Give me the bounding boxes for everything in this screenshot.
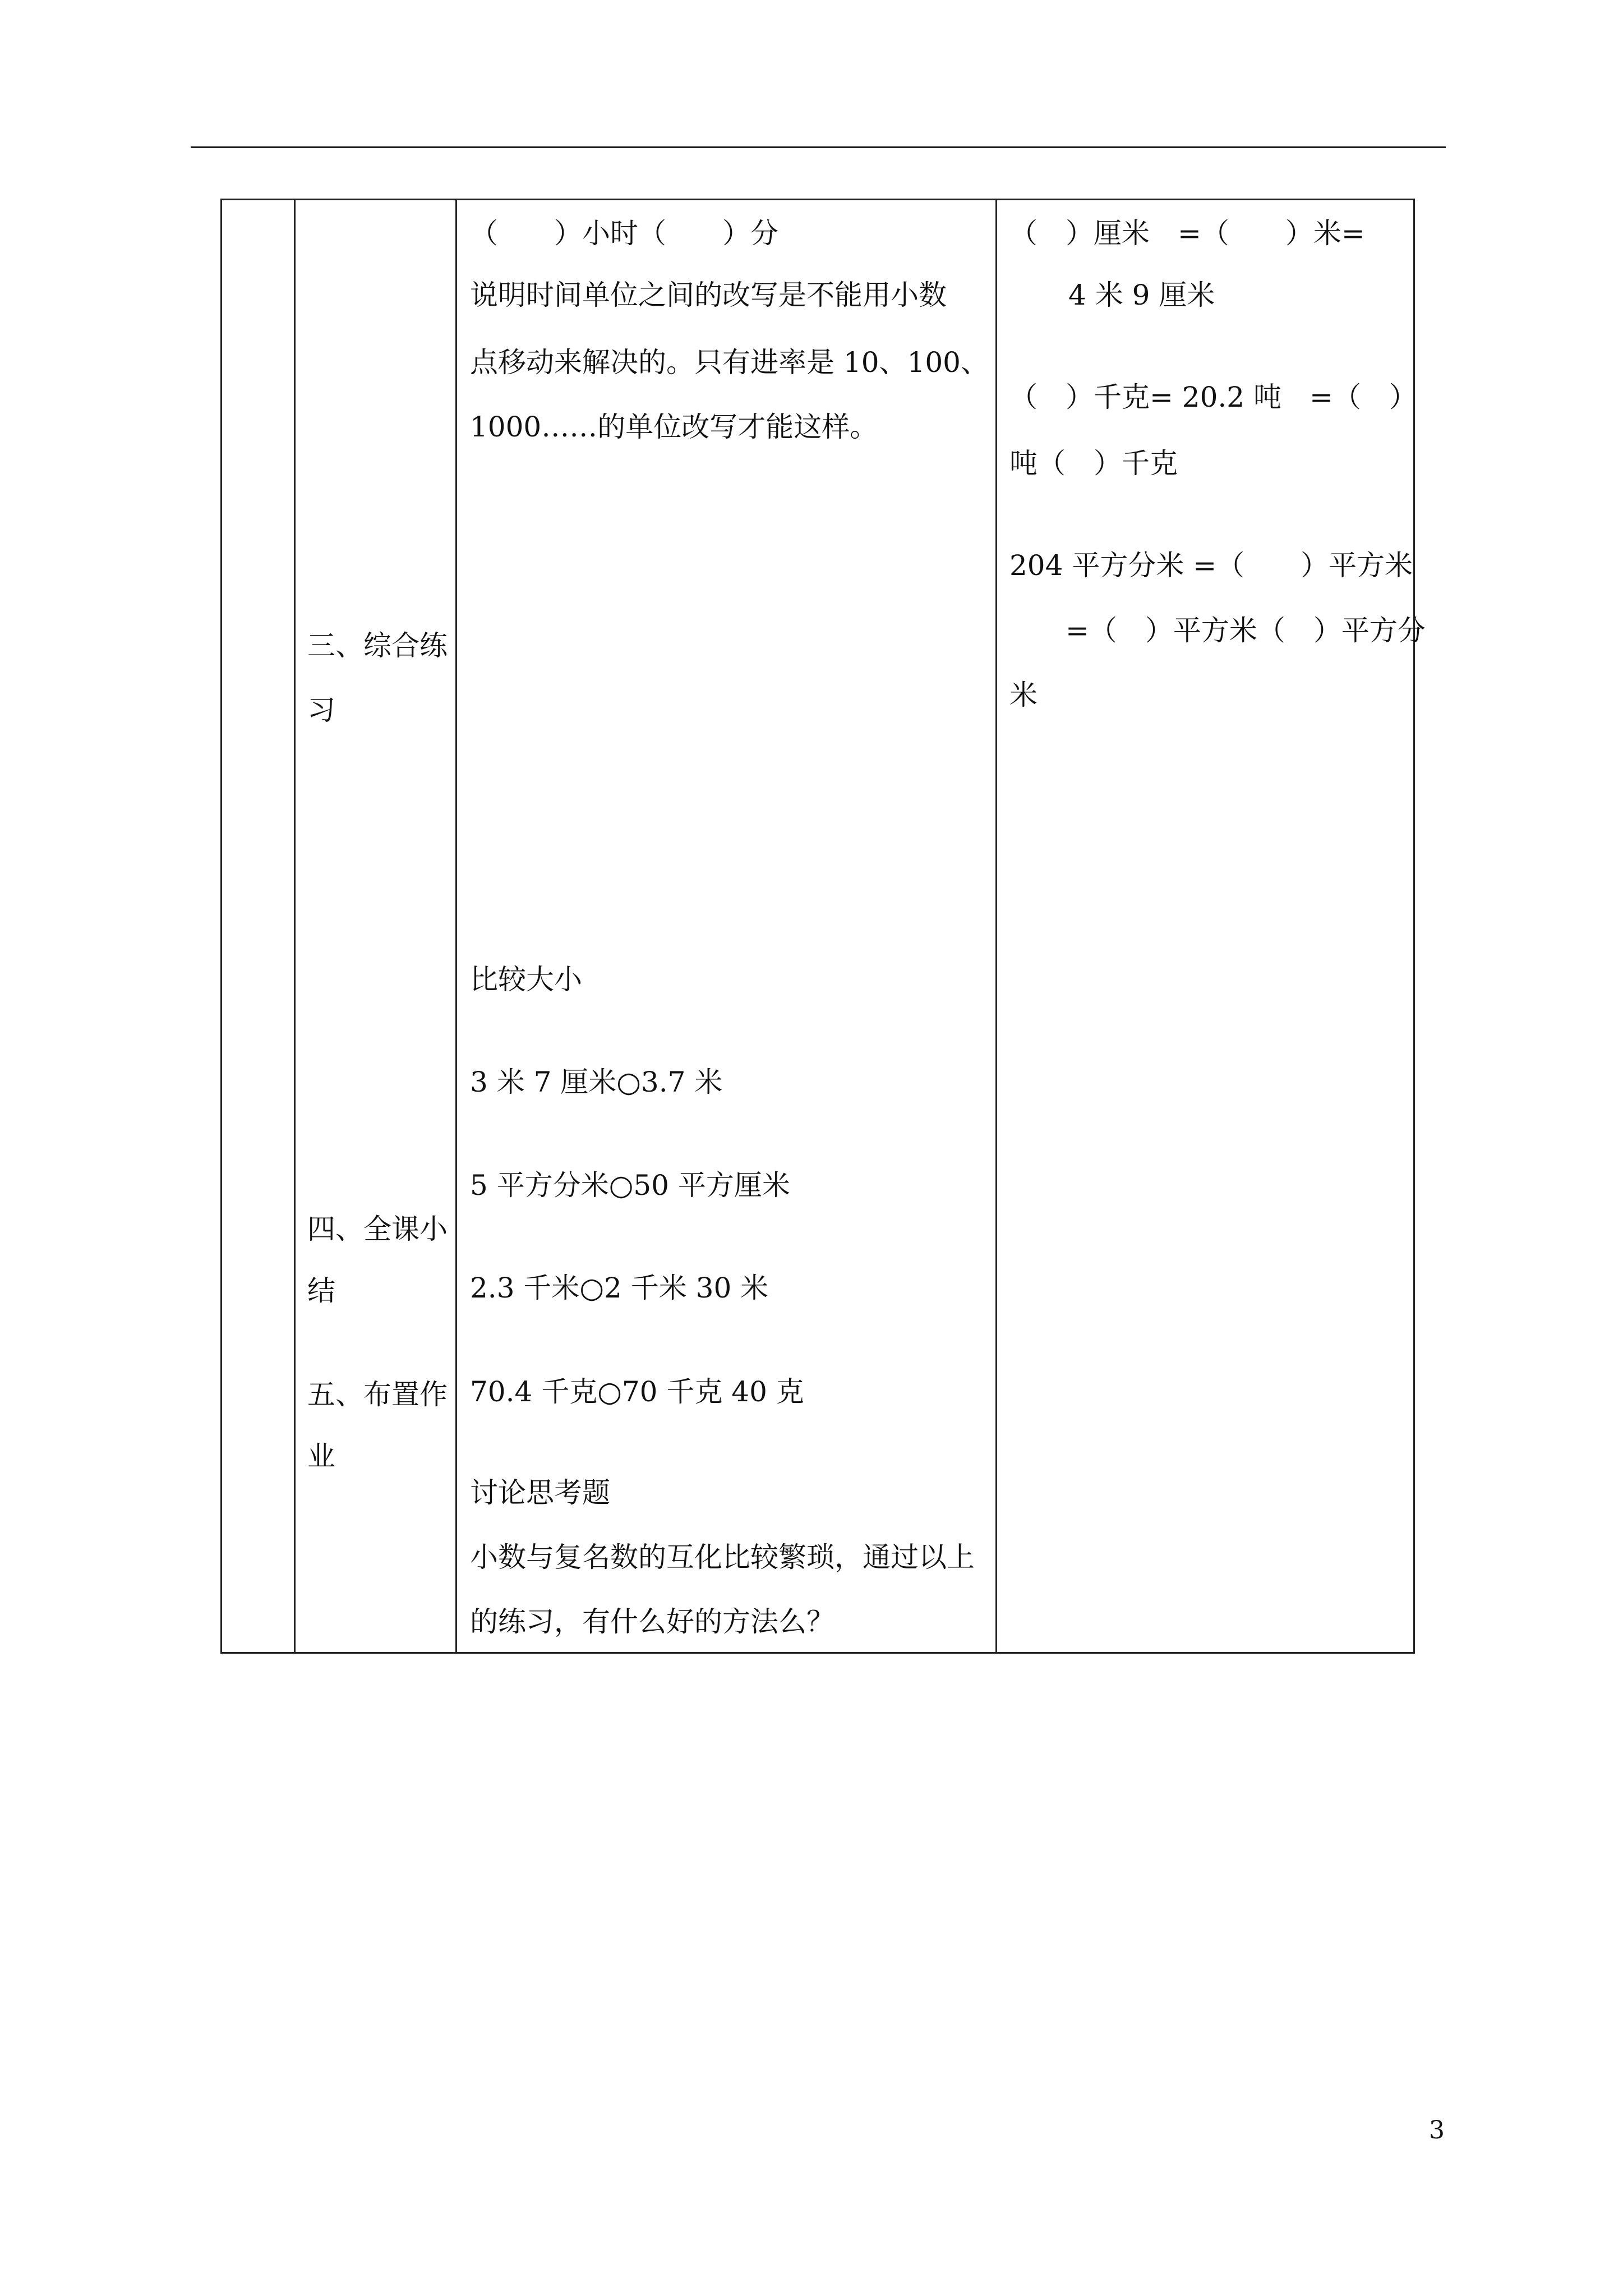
- time-conversion-line: （ ）小时（ ）分: [470, 217, 778, 250]
- note-line: 说明时间单位之间的改写是不能用小数: [470, 279, 947, 311]
- compare-item: 70.4 千克○70 千克 40 克: [470, 1375, 804, 1408]
- exercise-line: =（ ）平方米（ ）平方分: [1066, 614, 1426, 647]
- section-label-homework-line1: 五、布置作: [307, 1378, 448, 1411]
- section-label-summary-line2: 结: [307, 1274, 335, 1307]
- discussion-line: 的练习，有什么好的方法么？: [470, 1605, 834, 1638]
- header-rule: [191, 146, 1446, 148]
- section-label-practice-line2: 习: [307, 694, 335, 726]
- exercise-line: 4 米 9 厘米: [1068, 279, 1215, 311]
- compare-item: 2.3 千米○2 千米 30 米: [470, 1272, 769, 1304]
- section-label-summary-line1: 四、全课小: [307, 1213, 448, 1245]
- compare-title: 比较大小: [470, 963, 582, 996]
- table-divider: [995, 199, 997, 1654]
- note-line: 1000……的单位改写才能这样。: [470, 411, 878, 443]
- exercise-line: 米: [1009, 679, 1038, 711]
- note-line: 点移动来解决的。只有进率是 10、100、: [470, 346, 989, 379]
- section-label-homework-line2: 业: [307, 1440, 335, 1473]
- compare-item: 5 平方分米○50 平方厘米: [470, 1169, 790, 1202]
- exercise-line: 204 平方分米 =（ ）平方米: [1009, 549, 1413, 582]
- compare-item: 3 米 7 厘米○3.7 米: [470, 1066, 723, 1098]
- exercise-line: （ ）千克= 20.2 吨 =（ ）: [1009, 381, 1417, 413]
- table-divider: [294, 199, 296, 1654]
- table-divider: [455, 199, 457, 1654]
- page-number: 3: [1429, 2116, 1445, 2145]
- discussion-line: 小数与复名数的互化比较繁琐，通过以上: [470, 1541, 975, 1573]
- section-label-practice-line1: 三、综合练: [307, 629, 448, 662]
- exercise-line: 吨（ ）千克: [1009, 447, 1178, 480]
- discussion-title: 讨论思考题: [470, 1476, 610, 1509]
- exercise-line: （ ）厘米 =（ ）米=: [1009, 217, 1365, 250]
